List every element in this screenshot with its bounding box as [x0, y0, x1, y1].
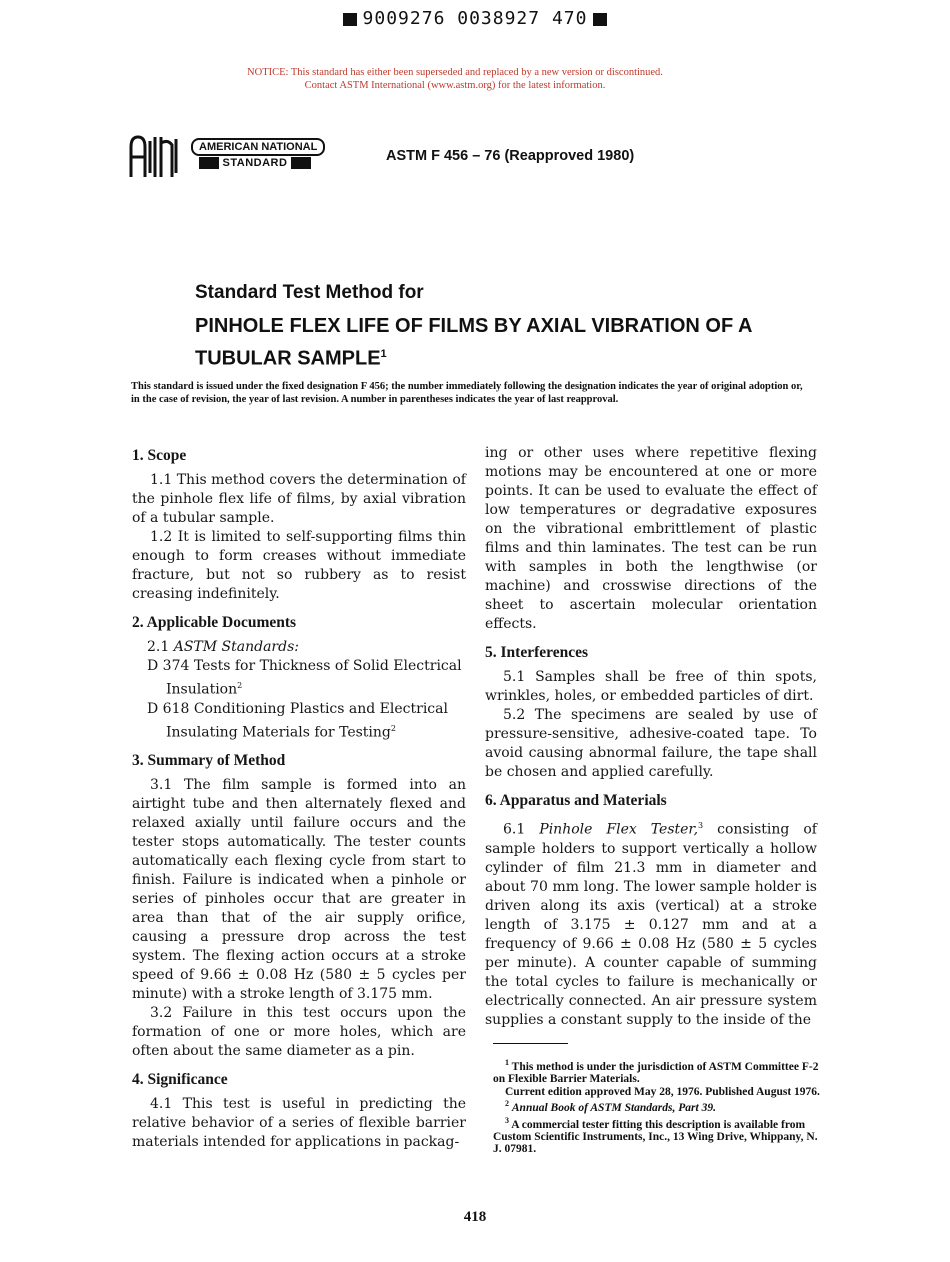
barcode-block-right [593, 13, 607, 26]
footnote-2-text: Annual Book of ASTM Standards, Part 39. [511, 1102, 716, 1115]
american-national-standard-badge [191, 138, 327, 168]
para-6-1 [485, 816, 817, 1030]
footnote-1-mark: 1 [505, 1058, 509, 1067]
footnote-2-mark: 2 [505, 1099, 509, 1109]
footnote-2 [493, 1098, 823, 1114]
footnote-rule [493, 1043, 568, 1044]
para-2-1-italic: ASTM Standards: [173, 639, 299, 655]
ref-d374 [132, 657, 466, 700]
para-6-1-fn: 3 [698, 821, 704, 830]
notice [0, 66, 910, 92]
para-5-1: 5.1 Samples shall be free of thin spots, wrinkles, holes, or embedded particles of dirt. [485, 669, 817, 704]
ref-d374-fn: 2 [237, 681, 243, 690]
section-summary-heading: 3. Summary of Method [132, 752, 286, 770]
footnote-3 [493, 1115, 823, 1156]
footnote-1a-text: This method is under the jurisdiction of ASTM Committee F-2 on Flexible Barrier Materials. [493, 1060, 819, 1086]
designation-note: This standard is issued under the fixed designation F 456; the number immediately following the designation indicates the year of original adoption or, in the case of revision, the year of last revision. A number in parentheses indicates the year of last reapproval. [131, 381, 803, 405]
page-number: 418 [463, 1209, 487, 1225]
right-column [485, 444, 817, 1030]
notice-line-2: Contact ASTM International (www.astm.org) for the latest information. [304, 80, 606, 91]
ref-d618-text: D 618 Conditioning Plastics and Electrical Insulating Materials for Testing [147, 700, 448, 741]
barcode-block-left [343, 13, 357, 26]
para-2-1-num: 2.1 [147, 639, 170, 655]
designation: ASTM F 456 – 76 (Reapproved 1980) [386, 148, 635, 164]
left-column [132, 446, 466, 1152]
footnote-3-text: A commercial tester fitting this description is available from Custom Scientific Instruments, Inc., 13 Wing Drive, Whippany, N. J. 07981. [493, 1118, 818, 1156]
footnotes [493, 1057, 823, 1156]
barcode-text: 9009276 0038927 470 [362, 8, 588, 29]
notice-line-1: NOTICE: This standard has either been superseded and replaced by a new version or discontinued. [247, 67, 663, 78]
para-4-1-tail: ing or other uses where repetitive flexing motions may be encountered at one or more points. It can be used to evaluate the effect of low temperatures or degradative exposures on the vibrational embrittlement of plastic films and thin laminates. The test can be run with samples in both the lengthwise (or machine) and crosswise directions of the sheet to ascertain molecular orientation effects. [485, 445, 817, 632]
para-6-1-body: consisting of sample holders to support vertically a hollow cylinder of film 21.3 mm in diameter and about 70 mm long. The lower sample holder is driven along its axis (vertical) at a stroke length of 3.175 ± 0.127 mm and at a frequency of 9.66 ± 0.08 Hz (580 ± 5 cycles per minute). A counter capable of summing the total cycles to failure is mechanically or electrically connected. An air pressure system supplies a constant supply to the inside of the [485, 821, 817, 1028]
title-main-text: PINHOLE FLEX LIFE OF FILMS BY AXIAL VIBRATION OF A TUBULAR SAMPLE [195, 315, 752, 370]
ans-bottom-bar [199, 157, 311, 169]
para-3-1: 3.1 The film sample is formed into an airtight tube and then alternately flexed and relaxed axially until failure occurs and the tester stops automatically. The tester counts automatically each flexing cycle from start to finish. Failure is indicated when a pinhole or series of pinholes occur that are greater in area than that of the air supply orifice, causing a pressure drop across the test system. The flexing action occurs at a stroke speed of 9.66 ± 0.08 Hz (580 ± 5 cycles per minute) with a stroke length of 3.175 mm. [132, 777, 466, 1003]
ref-d374-text: D 374 Tests for Thickness of Solid Electrical Insulation [147, 658, 462, 698]
ans-top-label: AMERICAN NATIONAL [191, 138, 325, 156]
title-footnote-ref: 1 [380, 348, 387, 360]
section-apparatus-heading: 6. Apparatus and Materials [485, 792, 667, 809]
para-1-2: 1.2 It is limited to self-supporting films thin enough to form creases without immediate fracture, but not so rubbery as to resist creasing indefinitely. [132, 529, 466, 602]
para-1-1: 1.1 This method covers the determination of the pinhole flex life of films, by axial vibration of a tubular sample. [132, 472, 466, 526]
ref-d618-fn: 2 [390, 723, 396, 733]
para-4-1: 4.1 This test is useful in predicting the relative behavior of a series of flexible barrier materials intended for applications in packag- [132, 1096, 466, 1151]
footnote-1a [493, 1057, 823, 1086]
barcode-line [0, 8, 950, 29]
footnote-1b: Current edition approved May 28, 1976. Published August 1976. [505, 1085, 820, 1098]
para-4-1-continued [485, 444, 817, 634]
para-2-1 [132, 638, 466, 657]
title-block [195, 282, 835, 373]
para-5-2: 5.2 The specimens are sealed by use of pressure-sensitive, adhesive-coated tape. To avoid causing abnormal failure, the tape shall be chosen and applied carefully. [485, 707, 817, 780]
para-6-1-num: 6.1 [503, 821, 526, 838]
section-documents-heading: 2. Applicable Documents [132, 614, 297, 631]
para-6-1-italic: Pinhole Flex Tester, [539, 821, 699, 838]
section-scope-heading: 1. Scope [132, 447, 187, 464]
title-prefix: Standard Test Method for [195, 282, 424, 303]
ans-bottom-label: STANDARD [219, 157, 292, 169]
astm-logo-icon [128, 133, 180, 179]
title-main [195, 312, 835, 373]
para-3-2: 3.2 Failure in this test occurs upon the formation of one or more holes, which are often about the same diameter as a pin. [132, 1005, 466, 1060]
section-significance-heading: 4. Significance [132, 1071, 228, 1089]
ref-d618 [132, 700, 466, 743]
footnote-3-mark: 3 [505, 1115, 509, 1125]
section-interferences-heading: 5. Interferences [485, 644, 589, 661]
